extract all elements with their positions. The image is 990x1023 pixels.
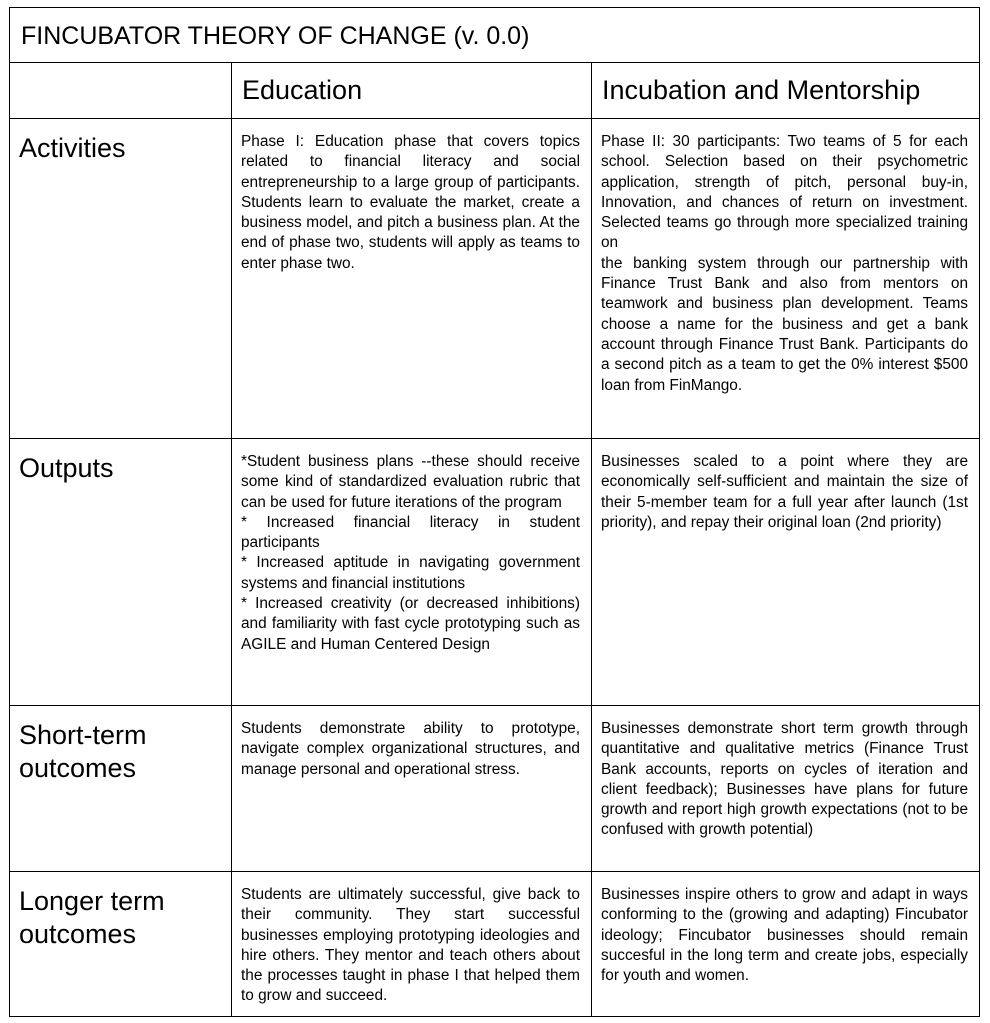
header-row <box>10 63 980 119</box>
short-term-incubation-text: Businesses demonstrate short term growth through quantitative and qualitative metrics (Finance Trust Bank accounts, reports on cycles of iteration and client feedback); Businesses have plans for future growth and report high growth expectations (not to be confused with growth potential) <box>601 720 969 839</box>
row-label-line <box>19 885 219 918</box>
row-label-word: term <box>110 886 165 916</box>
longer-term-incubation-text: Businesses inspire others to grow and adapt in ways conforming to the (growing and adapting) Fincubator ideology; Fincubator businesses should remain succesful in the long term and create jobs, especially for youth and women. <box>601 886 969 985</box>
outputs-education-item: * Increased aptitude in navigating government systems and financial institutions <box>241 554 580 592</box>
outputs-education-item: *Student business plans --these should receive some kind of standardized evaluation rubric that can be used for future iterations of the program <box>241 453 580 511</box>
row-label-line: outcomes <box>19 919 137 949</box>
short-term-education-text: Students demonstrate ability to prototype, navigate complex organizational structures, and manage personal and operational stress. <box>241 720 580 778</box>
outputs-education-item: * Increased financial literacy in student participants <box>241 513 580 552</box>
document-title: FINCUBATOR THEORY OF CHANGE (v. 0.0) <box>10 8 980 63</box>
outputs-incubation-cell <box>592 439 980 706</box>
outputs-incubation-text: Businesses scaled to a point where they are economically self-sufficient and maintain the size of their 5-member team for a full year after launch (1st priority), and repay their original loan (2nd priority) <box>601 453 969 531</box>
row-label-line: outcomes <box>19 753 137 783</box>
longer-term-education-cell <box>232 872 592 1017</box>
column-header-incubation: Incubation and Mentorship <box>592 63 980 119</box>
activities-incubation-cell <box>592 119 980 439</box>
row-label-short-term-outcomes <box>10 706 232 872</box>
column-header-education: Education <box>232 63 592 119</box>
row-label-activities: Activities <box>10 119 232 439</box>
outputs-education-item: * Increased creativity (or decreased inhibitions) and familiarity with fast cycle prototyping such as AGILE and Human Centered Design <box>241 595 580 653</box>
row-label-outputs: Outputs <box>10 439 232 706</box>
longer-term-education-text: Students are ultimately successful, give back to their community. They start successful businesses employing prototyping ideologies and hire others. They mentor and teach others about the processes taught in phase I that helped them to grow and succeed. <box>241 886 580 1005</box>
title-row <box>10 8 980 63</box>
activities-incubation-text-2: the banking system through our partnership with Finance Trust Bank and also from mentors on teamwork and business plan development. Teams choose a name for the business and get a bank account through Finance Trust Bank. Participants do a second pitch as a team to get the 0% interest $500 loan from FinMango. <box>601 254 969 394</box>
longer-term-incubation-cell <box>592 872 980 1017</box>
activities-education-cell <box>232 119 592 439</box>
theory-of-change-table <box>9 7 980 1017</box>
row-label-line: Short-term <box>19 720 147 750</box>
short-term-incubation-cell <box>592 706 980 872</box>
short-term-education-cell <box>232 706 592 872</box>
activities-education-text: Phase I: Education phase that covers topics related to financial literacy and social entrepreneurship to a large group of participants. Students learn to evaluate the market, create a business model, and pitch a business plan. At the end of phase two, students will apply as teams to enter phase two. <box>241 133 580 272</box>
table-row-outputs <box>10 439 980 706</box>
row-label-longer-term-outcomes <box>10 872 232 1017</box>
table-row-activities <box>10 119 980 439</box>
table-row-longer-term-outcomes <box>10 872 980 1017</box>
activities-incubation-text-1: Phase II: 30 participants: Two teams of 5 for each school. Selection based on their psychometric application, strength of pitch, personal buy-in, Innovation, and chances of return on investment. Selected teams go through more specialized training on <box>601 133 969 252</box>
row-label-word: Longer <box>19 886 104 916</box>
empty-header-cell <box>10 63 232 119</box>
outputs-education-cell <box>232 439 592 706</box>
table-row-short-term-outcomes <box>10 706 980 872</box>
